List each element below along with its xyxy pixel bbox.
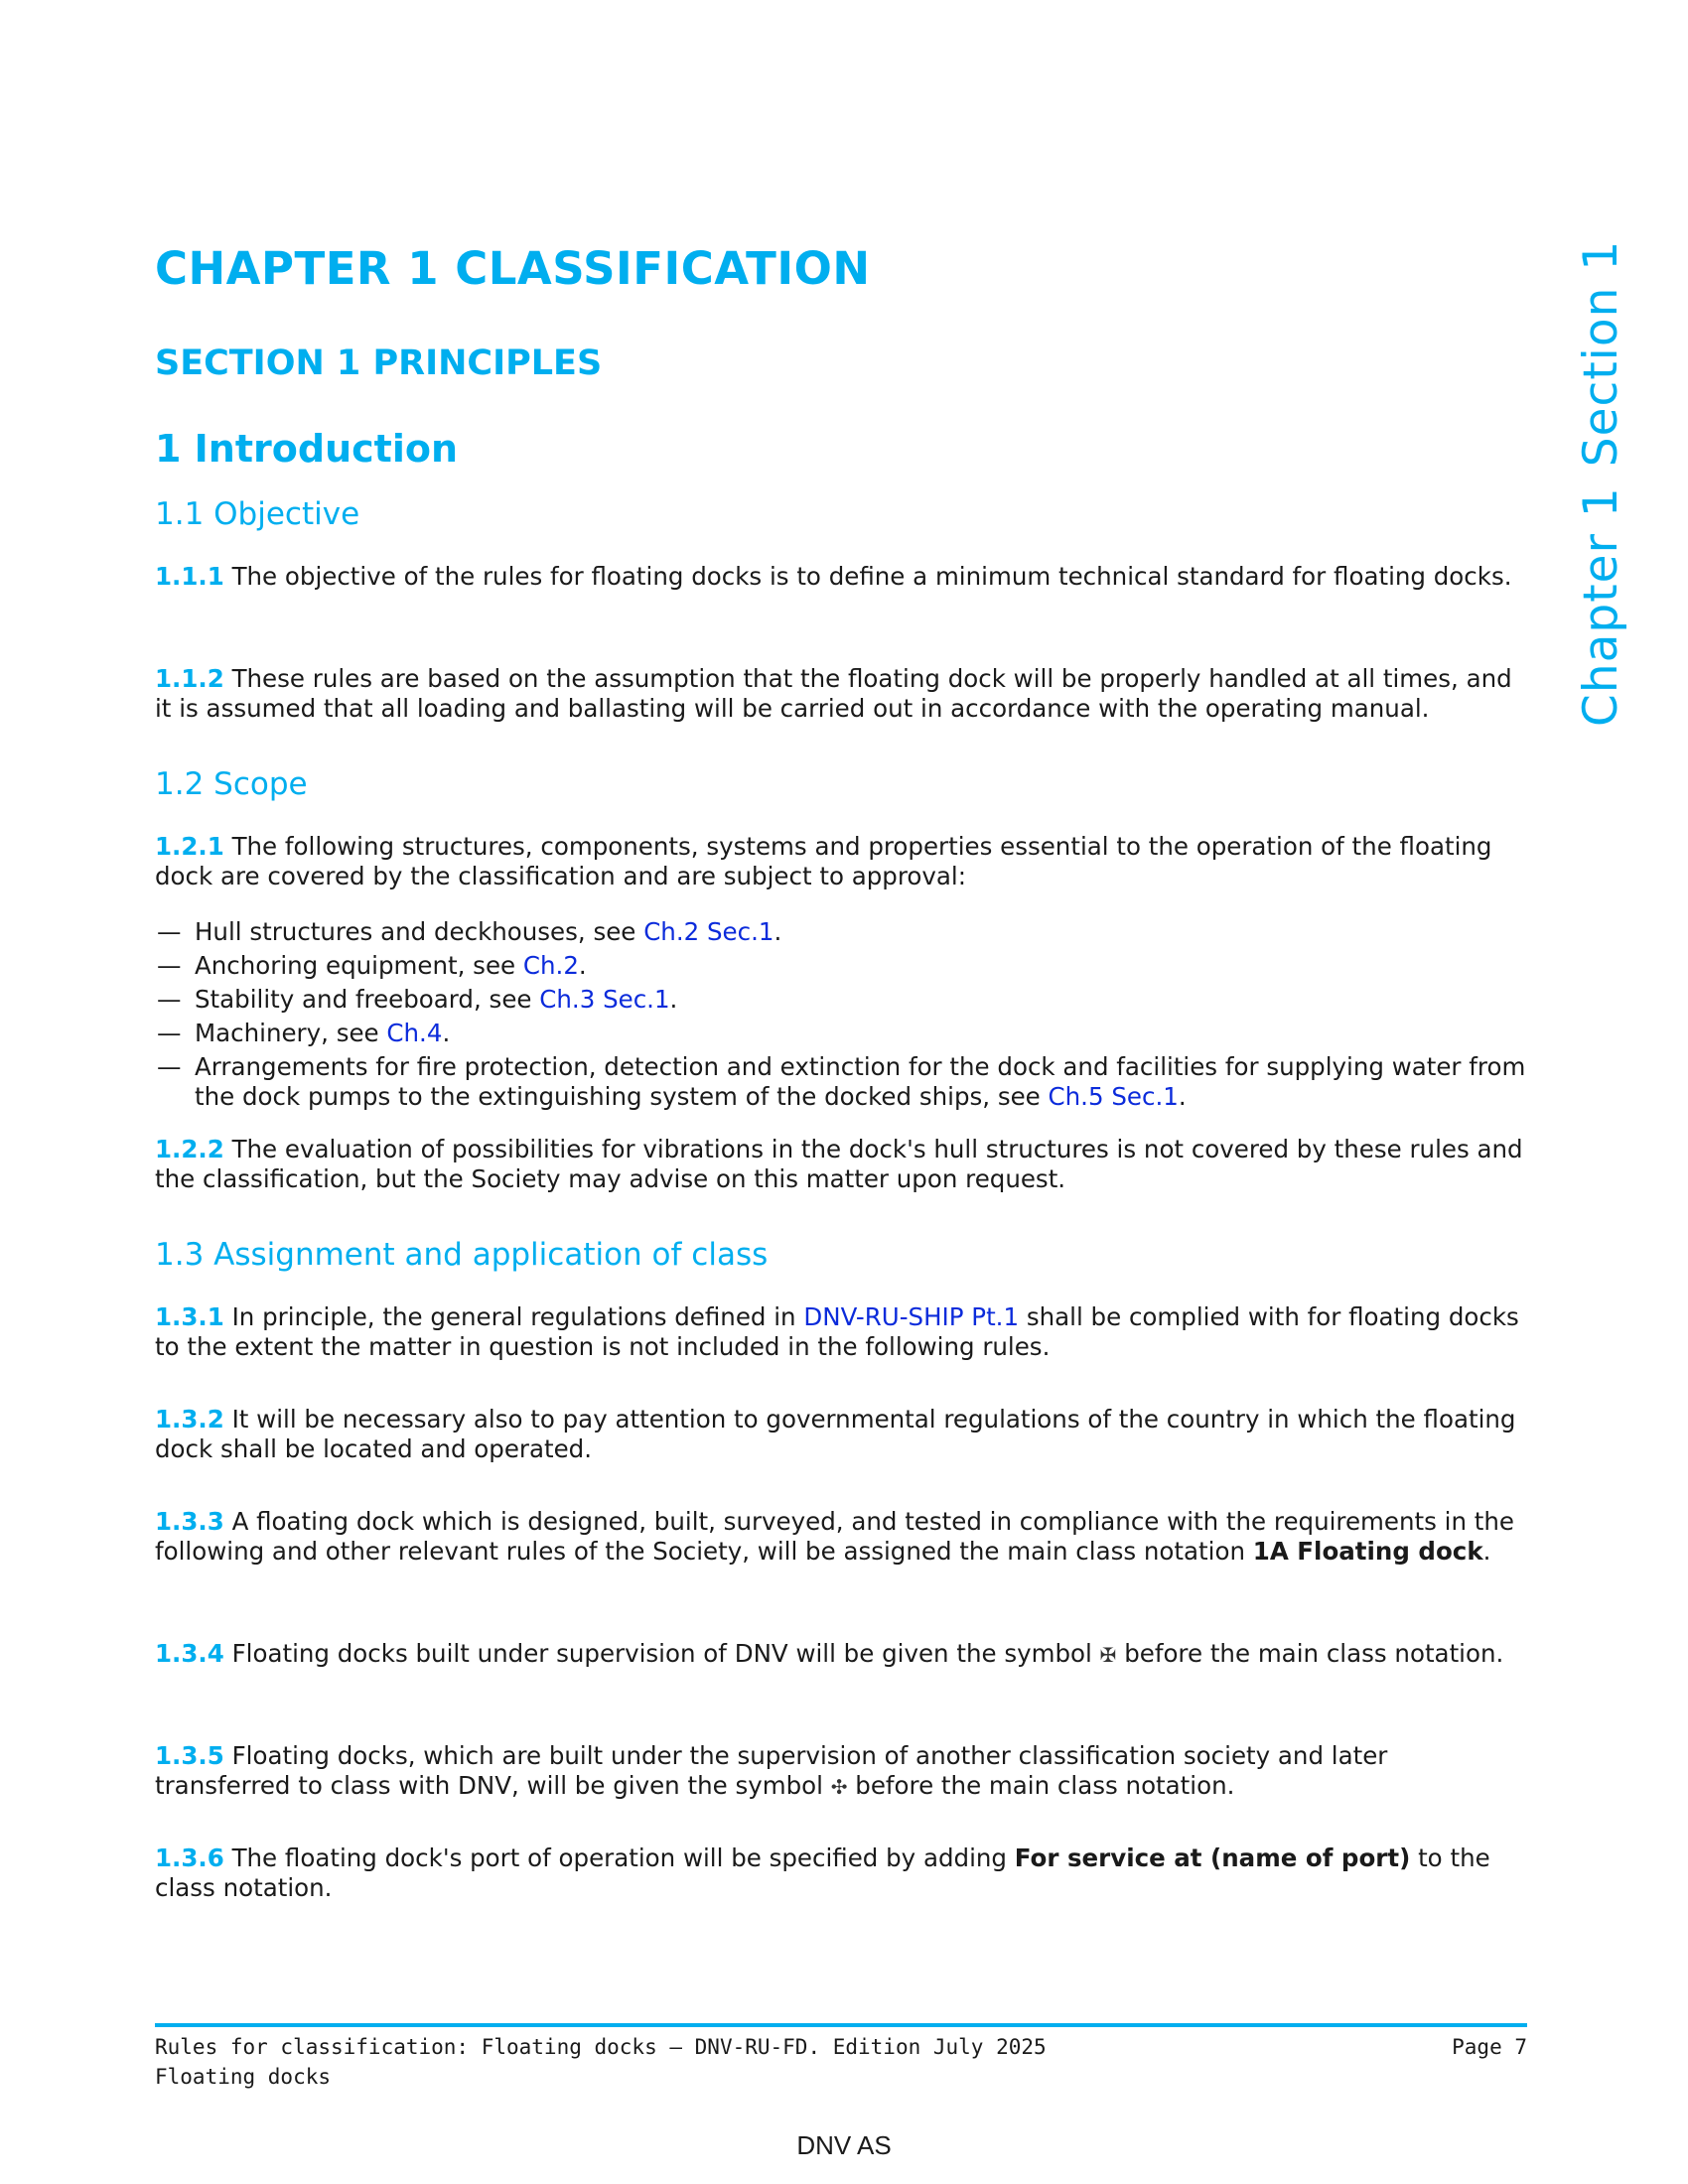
paragraph-number: 1.3.5 — [155, 1741, 224, 1770]
paragraph-1-1-2 — [155, 664, 1525, 724]
subheading-assignment: 1.3 Assignment and application of class — [155, 1237, 769, 1273]
paragraph-number: 1.3.1 — [155, 1302, 224, 1331]
link-ch3-sec1[interactable]: Ch.3 Sec.1 — [539, 985, 670, 1014]
footer-subtitle: Floating docks — [155, 2065, 332, 2089]
paragraph-number: 1.3.2 — [155, 1405, 224, 1433]
dotted-cross-icon: ✣ — [830, 1775, 848, 1799]
paragraph-number: 1.1.2 — [155, 664, 224, 693]
footer-title: Rules for classification: Floating docks — DNV-RU-FD. Edition July 2025 — [155, 2035, 1047, 2059]
service-notation: For service at (name of port) — [1014, 1843, 1411, 1872]
paragraph-1-3-2 — [155, 1405, 1525, 1464]
paragraph-1-3-4: 1.3.4 Floating docks built under supervision of DNV will be given the symbol ✠ before the main class notation. — [155, 1639, 1504, 1668]
link-ch5-sec1[interactable]: Ch.5 Sec.1 — [1048, 1082, 1179, 1111]
list-item: — Stability and freeboard, see Ch.3 Sec.1. — [157, 985, 678, 1014]
page-number: Page 7 — [1452, 2035, 1527, 2059]
paragraph-1-3-1: 1.3.1 In principle, the general regulations defined in DNV-RU-SHIP Pt.1 shall be complied with for floating docks to the extent the matter in question is not included in the following rules. — [155, 1302, 1519, 1361]
list-item: — Machinery, see Ch.4. — [157, 1019, 451, 1047]
paragraph-number: 1.3.6 — [155, 1843, 224, 1872]
paragraph-number: 1.2.2 — [155, 1135, 224, 1163]
paragraph-number: 1.3.4 — [155, 1639, 224, 1668]
paragraph-text: The evaluation of possibilities for vibrations in the dock's hull structures is not covered by these rules and the classification, but the Society may advise on this matter upon request. — [155, 1135, 1523, 1193]
maltese-cross-icon: ✠ — [1099, 1643, 1117, 1667]
paragraph-text: These rules are based on the assumption that the floating dock will be properly handled at all times, and it is assumed that all loading and ballasting will be carried out in accordance with the operating manual. — [155, 664, 1512, 723]
paragraph-text: The following structures, components, systems and properties essential to the operation of the floating dock are covered by the classification and are subject to approval: — [155, 832, 1492, 890]
paragraph-number: 1.1.1 — [155, 562, 224, 591]
chapter-title: CHAPTER 1 CLASSIFICATION — [155, 242, 871, 295]
paragraph-1-2-1 — [155, 832, 1525, 891]
paragraph-1-1-1 — [155, 562, 1525, 592]
subheading-objective: 1.1 Objective — [155, 496, 360, 532]
paragraph-number: 1.2.1 — [155, 832, 224, 861]
paragraph-text: The objective of the rules for floating docks is to define a minimum technical standard for floating docks. — [231, 562, 1512, 591]
list-item: — Hull structures and deckhouses, see Ch.2 Sec.1. — [157, 917, 782, 946]
paragraph-1-3-6: 1.3.6 The floating dock's port of operation will be specified by adding For service at (name of port) to the class notation. — [155, 1843, 1490, 1902]
link-ch4[interactable]: Ch.4 — [386, 1019, 443, 1047]
paragraph-number: 1.3.3 — [155, 1507, 224, 1536]
intro-heading: 1 Introduction — [155, 427, 459, 471]
link-dnv-ru-ship-pt1[interactable]: DNV-RU-SHIP Pt.1 — [803, 1302, 1020, 1331]
paragraph-1-3-5: 1.3.5 Floating docks, which are built under the supervision of another classification society and later transferred to class with DNV, will be given the symbol ✣ before the main class notation. — [155, 1741, 1388, 1800]
scope-bullet-list — [155, 917, 1535, 1116]
class-notation: 1A Floating dock — [1252, 1537, 1483, 1566]
sidebar-chapter: Chapter 1 — [1574, 486, 1628, 727]
publisher: DNV AS — [796, 2130, 892, 2160]
paragraph-1-2-2 — [155, 1135, 1525, 1194]
paragraph-text: It will be necessary also to pay attention to governmental regulations of the country in which the floating dock shall be located and operated. — [155, 1405, 1516, 1463]
link-ch2-sec1[interactable]: Ch.2 Sec.1 — [643, 917, 774, 946]
subheading-scope: 1.2 Scope — [155, 766, 308, 802]
list-item: — Arrangements for fire protection, detection and extinction for the dock and facilities for supplying water from the dock pumps to the extinguishing system of the docked ships, see Ch.5 Sec.1. — [157, 1052, 1526, 1111]
sidebar-section: Section 1 — [1574, 239, 1628, 468]
paragraph-1-3-3: 1.3.3 A floating dock which is designed, built, surveyed, and tested in compliance with the requirements in the following and other relevant rules of the Society, will be assigned the main class notation 1A Floating dock. — [155, 1507, 1514, 1566]
section-title: SECTION 1 PRINCIPLES — [155, 343, 603, 383]
footer-divider — [155, 2023, 1527, 2027]
link-ch2[interactable]: Ch.2 — [522, 951, 579, 980]
list-item: — Anchoring equipment, see Ch.2. — [157, 951, 587, 980]
